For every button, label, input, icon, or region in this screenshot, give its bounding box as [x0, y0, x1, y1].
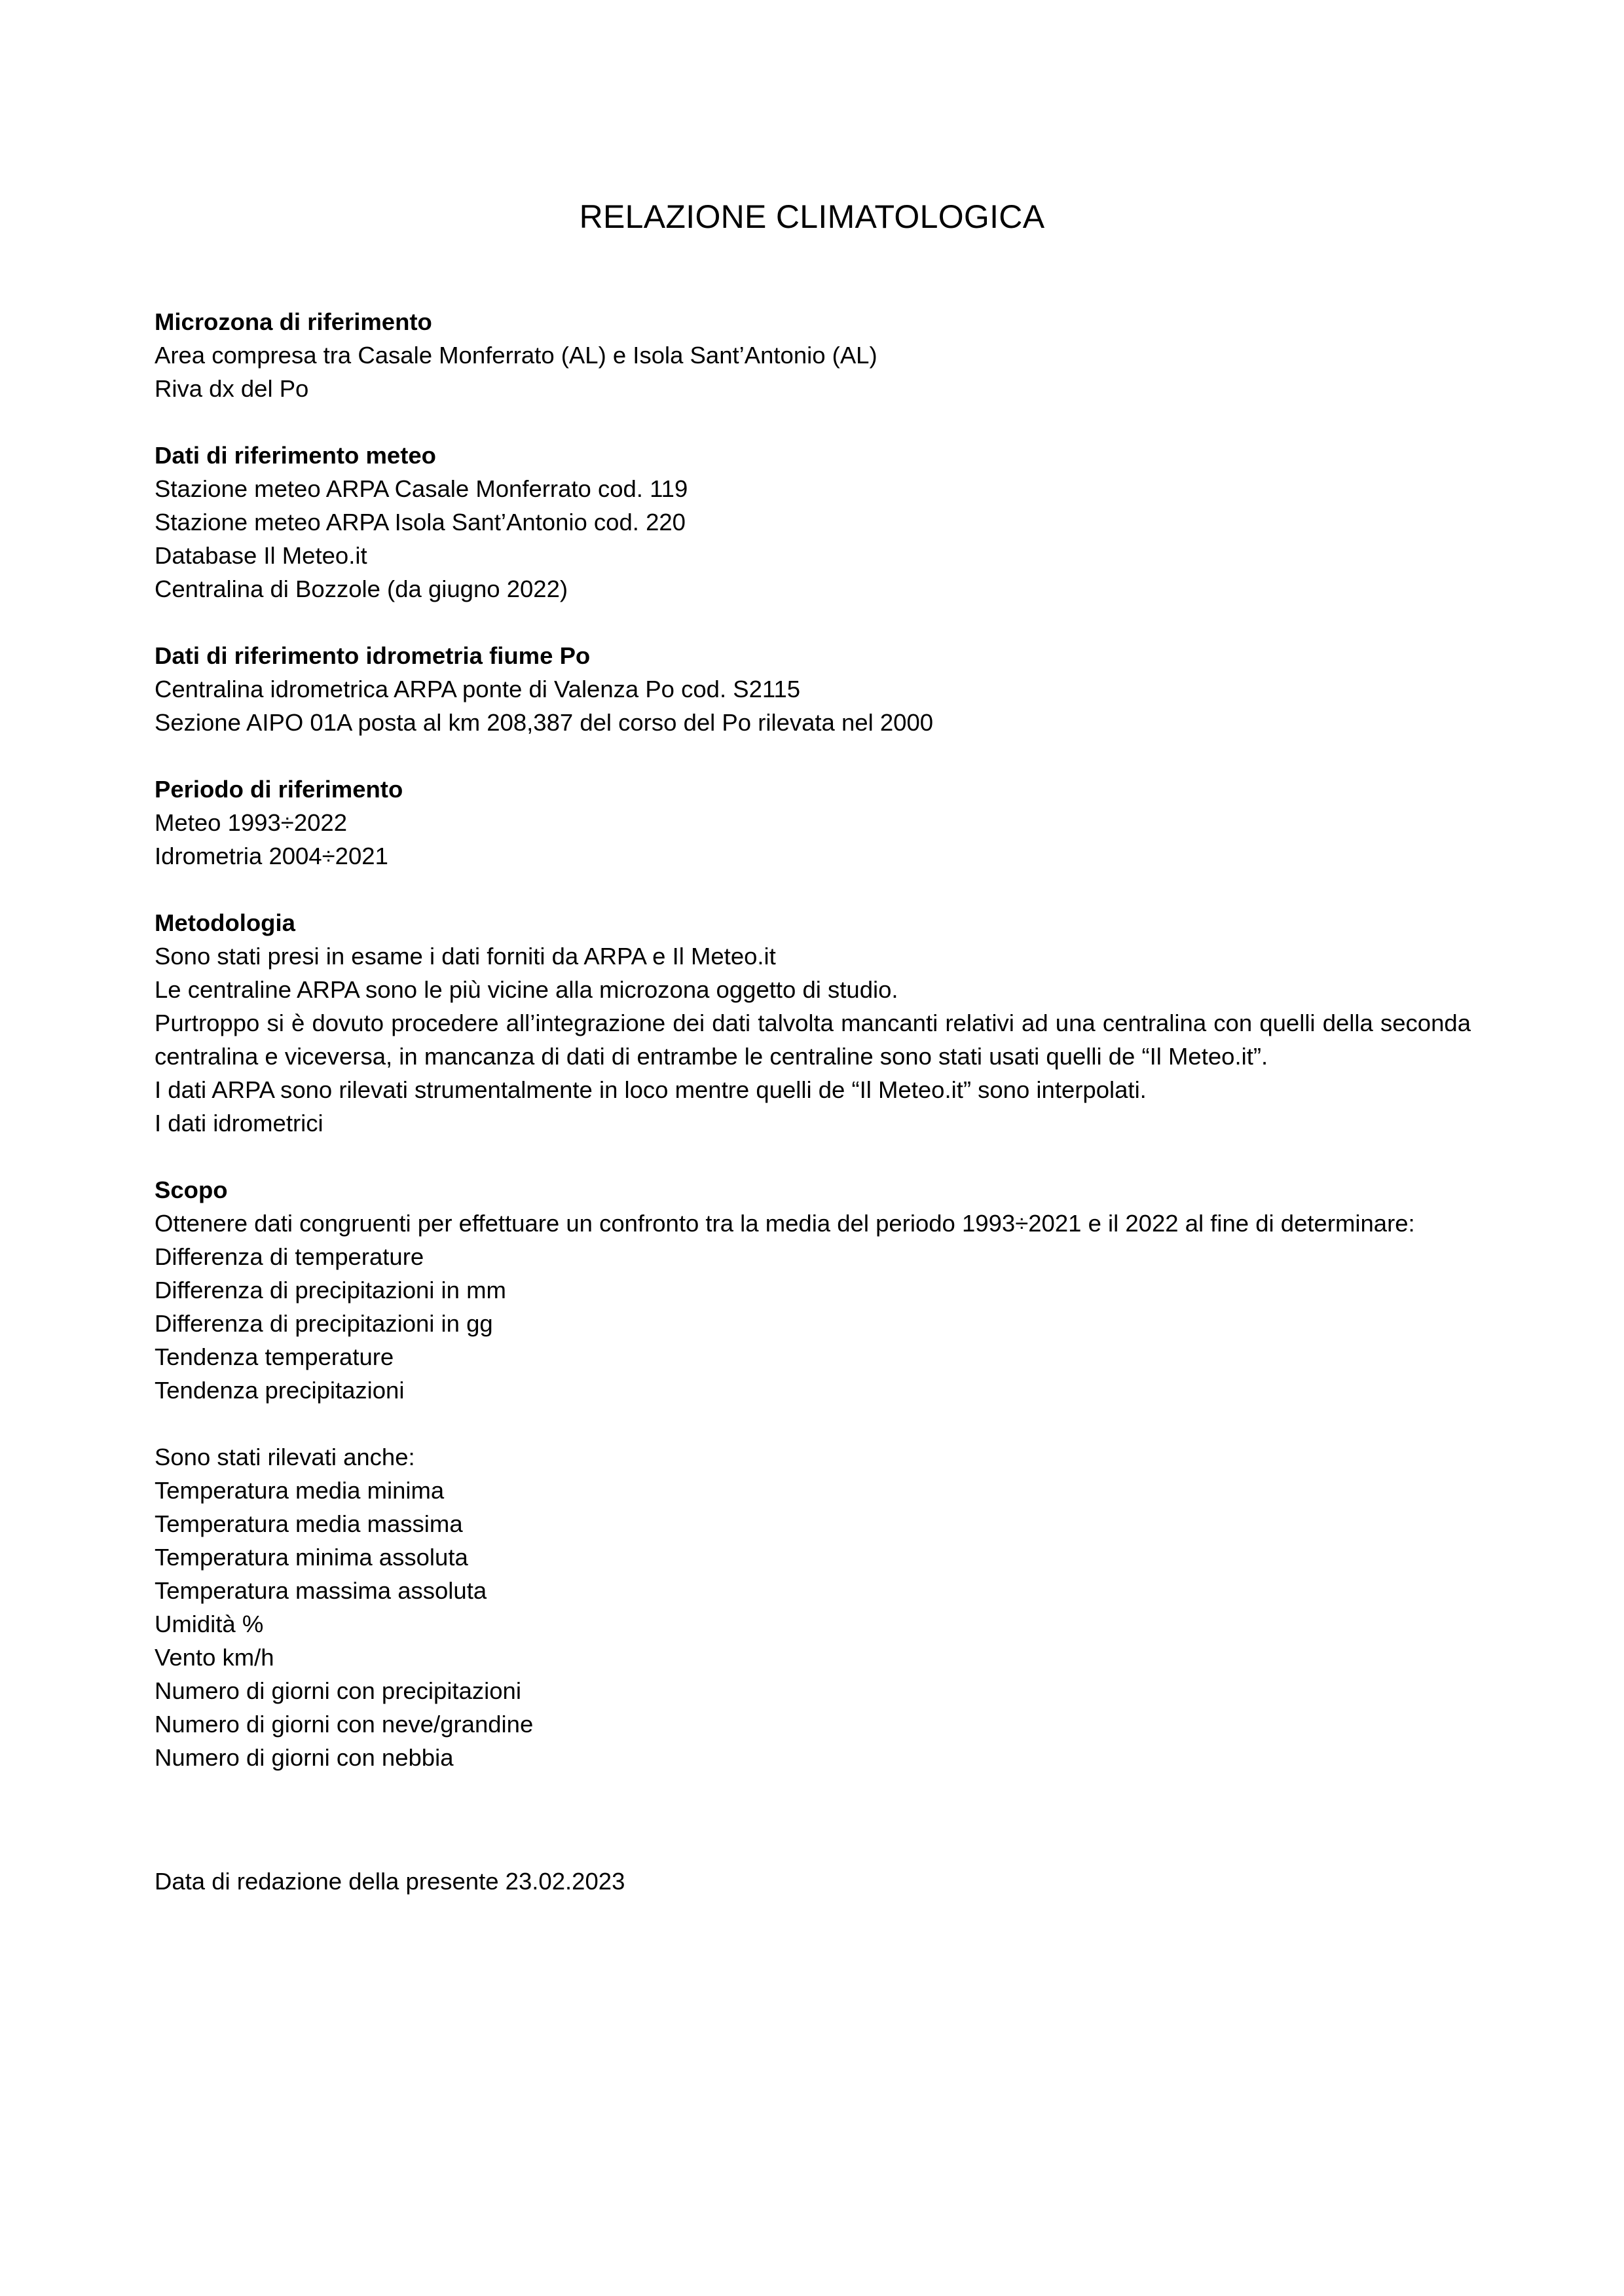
text-line: Meteo 1993÷2022	[155, 809, 348, 836]
text-line: Sono stati rilevati anche:	[155, 1444, 415, 1470]
section-idrometria	[155, 639, 1471, 739]
text-line: I dati ARPA sono rilevati strumentalmente in loco mentre quelli de “Il Meteo.it” sono interpolati.	[155, 1076, 1147, 1103]
list-item: Temperatura minima assoluta	[155, 1544, 468, 1571]
section-metodologia	[155, 906, 1471, 1140]
list-item: Tendenza precipitazioni	[155, 1377, 405, 1404]
list-item: Temperatura media massima	[155, 1510, 463, 1537]
redaction-date: Data di redazione della presente 23.02.2023	[155, 1868, 625, 1895]
document-title: RELAZIONE CLIMATOLOGICA	[579, 198, 1045, 235]
section-microzona	[155, 305, 1471, 405]
list-item: Tendenza temperature	[155, 1343, 394, 1370]
text-line: Centralina idrometrica ARPA ponte di Valenza Po cod. S2115	[155, 676, 801, 702]
text-line: Stazione meteo ARPA Isola Sant’Antonio cod. 220	[155, 509, 686, 536]
text-line: Stazione meteo ARPA Casale Monferrato cod. 119	[155, 475, 688, 502]
text-line: Sezione AIPO 01A posta al km 208,387 del corso del Po rilevata nel 2000	[155, 709, 934, 736]
section-heading: Metodologia	[155, 909, 295, 936]
text-line: Sono stati presi in esame i dati forniti da ARPA e Il Meteo.it	[155, 943, 776, 970]
list-item: Differenza di precipitazioni in gg	[155, 1310, 493, 1337]
section-heading: Periodo di riferimento	[155, 776, 403, 803]
text-line: Idrometria 2004÷2021	[155, 843, 388, 869]
section-rilevati	[155, 1440, 1471, 1774]
list-item: Temperatura massima assoluta	[155, 1577, 487, 1604]
section-heading: Scopo	[155, 1176, 228, 1203]
section-heading: Microzona di riferimento	[155, 308, 432, 335]
section-heading: Dati di riferimento idrometria fiume Po	[155, 642, 591, 669]
list-item: Vento km/h	[155, 1644, 274, 1671]
list-item: Temperatura media minima	[155, 1477, 445, 1504]
text-line: Database Il Meteo.it	[155, 542, 367, 569]
list-item: Numero di giorni con neve/grandine	[155, 1711, 534, 1738]
text-line: Area compresa tra Casale Monferrato (AL) e Isola Sant’Antonio (AL)	[155, 342, 877, 369]
section-periodo	[155, 773, 1471, 873]
text-paragraph: Ottenere dati congruenti per effettuare un confronto tra la media del periodo 1993÷2021 e il 2022 al fine di determinare:	[155, 1210, 1415, 1237]
section-meteo	[155, 439, 1471, 606]
list-item: Numero di giorni con precipitazioni	[155, 1677, 521, 1704]
text-line: I dati idrometrici	[155, 1110, 323, 1137]
document-body	[155, 305, 1471, 1774]
text-line: Centralina di Bozzole (da giugno 2022)	[155, 575, 568, 602]
list-item: Differenza di precipitazioni in mm	[155, 1277, 506, 1303]
section-heading: Dati di riferimento meteo	[155, 442, 436, 469]
section-scopo	[155, 1173, 1471, 1407]
text-line: Riva dx del Po	[155, 375, 309, 402]
text-line: Le centraline ARPA sono le più vicine alla microzona oggetto di studio.	[155, 976, 898, 1003]
list-item: Differenza di temperature	[155, 1243, 424, 1270]
list-item: Umidità %	[155, 1611, 264, 1637]
text-paragraph: Purtroppo si è dovuto procedere all’integrazione dei dati talvolta mancanti relativi ad una centralina con quelli della seconda centralina e viceversa, in mancanza di dati di entrambe le centraline sono stati usati quelli de “Il Meteo.it”.	[155, 1010, 1471, 1070]
list-item: Numero di giorni con nebbia	[155, 1744, 454, 1771]
